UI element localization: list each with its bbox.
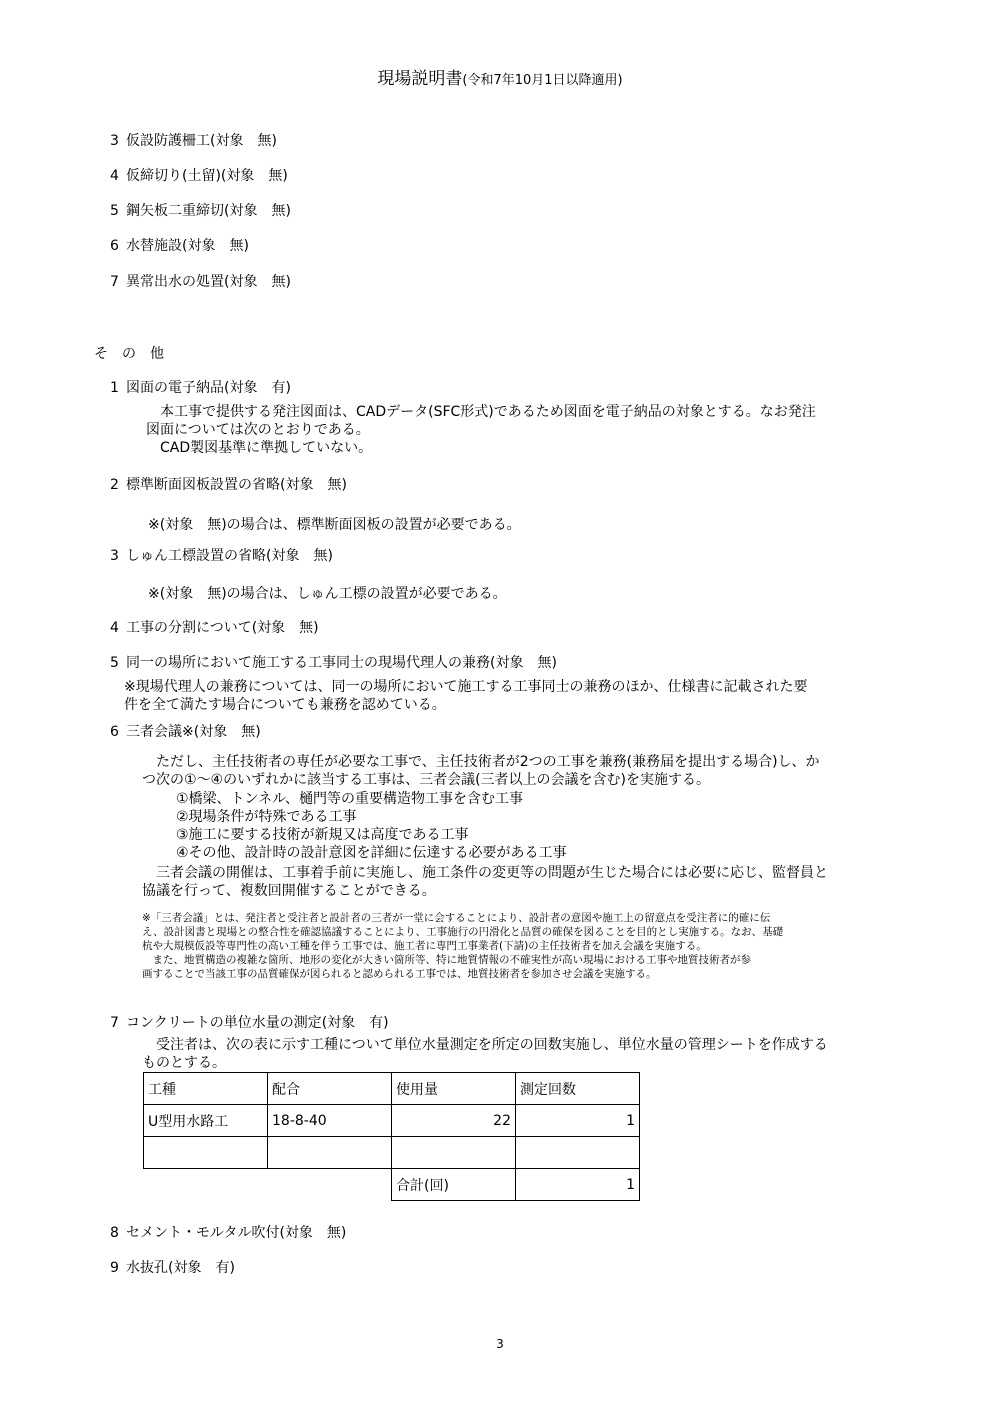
total-value: 1 bbox=[516, 1169, 640, 1201]
list-item: 3 しゅん工標設置の省略(対象 無) bbox=[110, 548, 333, 564]
page-title bbox=[0, 64, 1000, 89]
page-number: 3 bbox=[496, 1337, 504, 1351]
list-item: 2 標準断面図板設置の省略(対象 無) bbox=[110, 477, 347, 493]
condition-list bbox=[176, 790, 567, 862]
total-label: 合計(回) bbox=[392, 1169, 516, 1201]
list-item: 9 水抜孔(対象 有) bbox=[110, 1260, 235, 1276]
list-item: 1 図面の電子納品(対象 有) bbox=[110, 380, 291, 396]
table-cell: 18-8-40 bbox=[268, 1105, 392, 1137]
note: ※(対象 無)の場合は、しゅん工標の設置が必要である。 bbox=[148, 586, 507, 602]
list-item: 7 コンクリートの単位水量の測定(対象 有) bbox=[110, 1015, 389, 1031]
section-heading: そ の 他 bbox=[94, 346, 164, 362]
table-cell bbox=[392, 1137, 516, 1169]
list-item: 6 三者会議※(対象 無) bbox=[110, 724, 261, 740]
list-item: ①橋梁、トンネル、樋門等の重要構造物工事を含む工事 bbox=[176, 791, 524, 807]
table-header-cell: 使用量 bbox=[392, 1073, 516, 1105]
table-header-cell: 配合 bbox=[268, 1073, 392, 1105]
list-item: 6 水替施設(対象 無) bbox=[110, 238, 249, 254]
table-cell bbox=[144, 1137, 268, 1169]
document-title: 現場説明書 bbox=[377, 69, 463, 89]
table-cell: 1 bbox=[516, 1105, 640, 1137]
paragraph: 本工事で提供する発注図面は、CADデータ(SFC形式)であるため図面を電子納品の対象とする。なお発注 図面については次のとおりである。 CAD製図基準に準拠していない。 bbox=[146, 404, 816, 456]
footnote: ※「三者会議」とは、発注者と受注者と設計者の三者が一堂に会することにより、設計者の意図や施工上の留意点を受注者に的確に伝 え、設計図書と現場との整合性を確認協議することにより、工事施行の円滑化と品質の確保を図ることを目的とし実施する。なお、基礎 杭や大規模仮設等専門性の高い工種を伴う工事では、施工者に専門工事業者(下請)の主任技術者を加え会議を実施する。 また、地質構造の複雑な箇所、地形の変化が大きい箇所等、特に地質情報の不確実性が高い現場における工事や地質技術者が参 画することで当該工事の品質確保が図られると認められる工事では、地質技術者を参加させ会議を実施する。 bbox=[142, 912, 784, 980]
table-total-row bbox=[144, 1169, 640, 1201]
paragraph: ただし、主任技術者の専任が必要な工事で、主任技術者が2つの工事を兼務(兼務届を提出する場合)し、か つ次の①～④のいずれかに該当する工事は、三者会議(三者以上の会議を含む)を実施する。 bbox=[142, 754, 820, 788]
list-item: 8 セメント・モルタル吹付(対象 無) bbox=[110, 1225, 347, 1241]
paragraph: ※現場代理人の兼務については、同一の場所において施工する工事同士の兼務のほか、仕様書に記載された要 件を全て満たす場合についても兼務を認めている。 bbox=[124, 679, 808, 713]
paragraph: 三者会議の開催は、工事着手前に実施し、施工条件の変更等の問題が生じた場合には必要に応じ、監督員と 協議を行って、複数回開催することができる。 bbox=[142, 865, 828, 899]
list-item: 7 異常出水の処置(対象 無) bbox=[110, 274, 291, 290]
table-cell: 22 bbox=[392, 1105, 516, 1137]
table-header-row bbox=[144, 1073, 640, 1105]
list-item: ②現場条件が特殊である工事 bbox=[176, 809, 357, 825]
water-content-table bbox=[143, 1072, 640, 1201]
list-item: ④その他、設計時の設計意図を詳細に伝達する必要がある工事 bbox=[176, 845, 567, 861]
table-row bbox=[144, 1105, 640, 1137]
table-cell bbox=[516, 1137, 640, 1169]
list-item: 4 工事の分割について(対象 無) bbox=[110, 620, 319, 636]
table-row bbox=[144, 1137, 640, 1169]
table-cell: U型用水路工 bbox=[144, 1105, 268, 1137]
table-header-cell: 工種 bbox=[144, 1073, 268, 1105]
list-item: 5 同一の場所において施工する工事同士の現場代理人の兼務(対象 無) bbox=[110, 655, 557, 671]
paragraph: 受注者は、次の表に示す工種について単位水量測定を所定の回数実施し、単位水量の管理シートを作成する ものとする。 bbox=[142, 1037, 828, 1071]
list-item: 4 仮締切り(土留)(対象 無) bbox=[110, 168, 288, 184]
table-cell bbox=[268, 1137, 392, 1169]
note: ※(対象 無)の場合は、標準断面図板の設置が必要である。 bbox=[148, 517, 521, 533]
list-item: 3 仮設防護柵工(対象 無) bbox=[110, 133, 277, 149]
document-subtitle: (令和7年10月1日以降適用) bbox=[462, 73, 623, 88]
table-header-cell: 測定回数 bbox=[516, 1073, 640, 1105]
list-item: 5 鋼矢板二重締切(対象 無) bbox=[110, 203, 291, 219]
list-item: ③施工に要する技術が新規又は高度である工事 bbox=[176, 827, 469, 843]
